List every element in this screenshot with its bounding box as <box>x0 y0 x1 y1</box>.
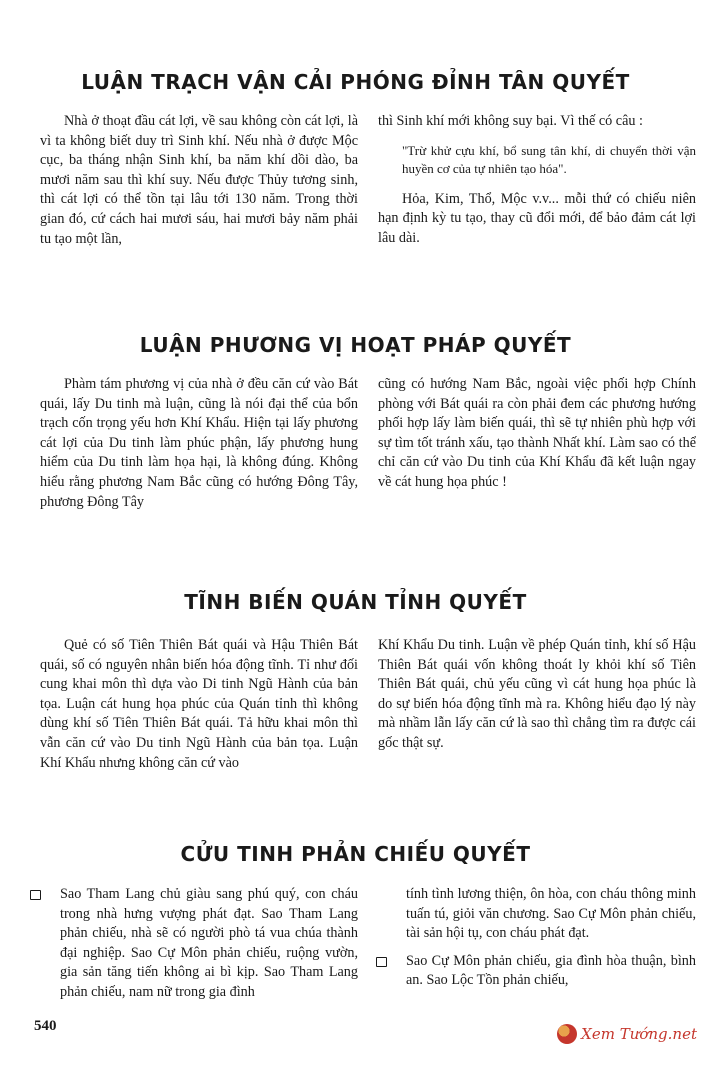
section-2-heading: LUẬN PHƯƠNG VỊ HOẠT PHÁP QUYẾT <box>139 333 572 357</box>
section-4-heading: CỬU TINH PHẢN CHIẾU QUYẾT <box>180 842 531 866</box>
watermark <box>557 1024 697 1044</box>
section-1-quote: "Trừ khử cựu khí, bổ sung tân khí, di chuyển thời vận huyền cơ của tự nhiên tạo hóa". <box>402 142 696 176</box>
watermark-text: Xem Tướng.net <box>581 1025 697 1043</box>
section-4-right-continuation: tính tình lương thiện, ôn hòa, con cháu thông minh tuấn tú, giỏi văn chương. Sao Cự Môn phản chiếu, tài sản hội tụ, con cháu phát đạt. <box>406 886 696 942</box>
section-4-left-text: Sao Tham Lang chủ giàu sang phú quý, con cháu trong nhà hưng vượng phát đạt. Sao Tham Lang phản chiếu, nhà sẽ có người phò tá vua chúa thành đại nghiệp. Sao Cự Môn phản chiếu, ruộng vườn, gia sản tăng tiến không ai bì kịp. Sao Tham Lang phản chiếu, nam nữ trong gia đình <box>60 886 358 1000</box>
section-2-right-column <box>378 375 696 493</box>
section-1-left-paragraph: Nhà ở thoạt đầu cát lợi, về sau không còn cát lợi, là vì ta không biết duy trì Sinh khí. Nếu nhà ở được Mộc cục, ba tháng nhận Sinh khí, ba năm khí dồi dào, ba mươi năm sau thì khí suy. Nếu được Thủy tương sinh, thì cát lợi có thể tồn tại lâu tới 130 năm. Trong thời gian đó, cứ cách hai mươi sáu, hai mươi bảy năm phải tu tạo một lần, <box>40 113 358 247</box>
section-1-right-lead: thì Sinh khí mới không suy bại. Vì thế có câu : <box>378 113 643 129</box>
section-2-left-column <box>40 375 358 512</box>
section-4-right-column <box>376 885 696 991</box>
section-2-left-paragraph: Phàm tám phương vị của nhà ở đều căn cứ vào Bát quái, lấy Du tinh mà luận, cũng là nói đại thể của bổn trạch cốn trọng yếu hơn Khí Khẩu. Hiện tại lấy phương cát lợi của Du tinh làm phúc phận, lấy phương hung hiểm của Du tinh làm họa hại, là không đúng. Không hiểu rằng phương Nam Bắc cũng có hướng Đông Tây, phương Đông Tây <box>40 376 358 510</box>
section-1-right-tail: Hỏa, Kim, Thổ, Mộc v.v... mỗi thứ có chiếu niên hạn định kỳ tu tạo, thay cũ đổi mới, để bảo đảm cát lợi lâu dài. <box>378 190 696 246</box>
section-1-right-column <box>378 112 696 248</box>
section-3-right-column <box>378 636 696 754</box>
section-4-left-column <box>30 885 358 1003</box>
section-3-heading: TĨNH BIẾN QUÁN TỈNH QUYẾT <box>184 590 527 614</box>
section-1-left-column <box>40 112 358 249</box>
section-4-right-text: Sao Cự Môn phản chiếu, gia đình hòa thuận, bình an. Sao Lộc Tồn phản chiếu, <box>406 952 696 989</box>
section-4-left-bullet <box>30 885 358 1003</box>
page-number: 540 <box>34 1018 57 1034</box>
section-4-right-bullet <box>376 952 696 991</box>
checkbox-bullet-icon <box>376 957 387 967</box>
checkbox-bullet-icon <box>30 890 41 900</box>
section-3-left-column <box>40 636 358 773</box>
section-3-left-paragraph: Quẻ có số Tiên Thiên Bát quái và Hậu Thiên Bát quái, số có nguyên nhân biến hóa động tĩnh. Tỉ như đối cung khai môn thì dựa vào Di tinh Ngũ Hành của bản tọa. Luận cát hung họa phúc của Quán tỉnh thì không dùng khí số Tiên Thiên Bát quái. Tả hữu khai môn thì vẫn căn cứ vào Du tinh Ngũ Hành của bản tọa. Luận Khí Khẩu nhưng không căn cứ vào <box>40 637 358 771</box>
section-3-right-paragraph: Khí Khẩu Du tinh. Luận về phép Quán tỉnh, khí số Hậu Thiên Bát quái vốn không thoát ly khỏi khí số Tiên Thiên Bát quái, chủ yếu cũng vì cát hung họa phúc là do sự biến hóa động tĩnh mà ra. Không hiểu đạo lý này mà nhầm lẫn lấy căn cứ là sao thì chẳng tìm ra được cái gốc thật sự. <box>378 637 696 751</box>
section-2-right-paragraph: cũng có hướng Nam Bắc, ngoài việc phối hợp Chính phòng với Bát quái ra còn phải đem các phương hướng phối hợp lấy làm biến quái, thì sẽ tự nhiên phù hợp với sự tìm tốt tránh xấu, tạo thành Nhất khí. Làm sao có thể chỉ căn cứ vào Du tinh của Khí Khẩu đã kết luận ngay về cát hung họa phúc ! <box>378 376 696 490</box>
section-1-heading: LUẬN TRẠCH VẬN CẢI PHÓNG ĐỈNH TÂN QUYẾT <box>81 70 630 94</box>
yin-yang-logo-icon <box>557 1024 577 1044</box>
